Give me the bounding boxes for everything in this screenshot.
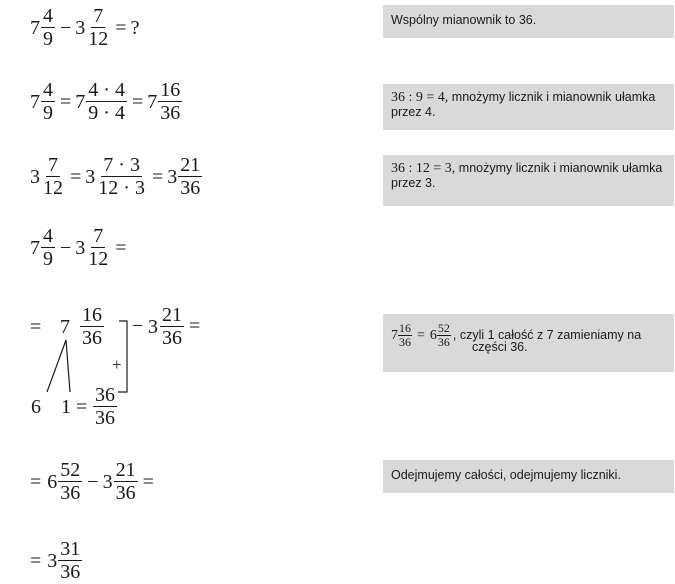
fraction: $\frac{21}{36}$ [162,304,182,349]
whole-number: 3 [47,549,58,572]
fraction: $\frac{4}{9}$ [43,79,53,125]
minus-sign: − [87,470,99,493]
whole-number: 7 [30,236,40,259]
fraction: $\frac{16}{36}$ [82,304,102,349]
fraction: $\frac{36}{36}$ [95,384,115,429]
note-multiply-by-3: 36 : 12 = 3, mnożymy licznik i mianownik ułamka przez 3. [383,155,674,206]
whole-number: 7 [30,16,40,39]
equals-sign: = [189,315,201,337]
minus-sign: − [60,16,72,39]
whole-number: 3 [75,16,86,39]
fraction: $\frac{16}{36}$ [399,321,411,349]
whole-number: 6 [47,470,58,493]
whole-number: 7 [60,316,70,338]
equals-sign: = [30,470,42,493]
whole-number: 3 [102,470,113,493]
equals-sign: = [142,470,154,493]
whole-number: 7 [75,90,86,113]
fraction: $\frac{7}{12}$ [88,225,109,271]
equals-sign: = [76,396,88,418]
whole-number: 3 [30,165,40,188]
note-common-denominator: Wspólny mianownik to 36. [383,5,674,38]
equals-sign: = [131,90,144,113]
step-6-expression [30,460,158,504]
step-7-result [30,539,83,583]
equals-sign: = [30,316,42,338]
fraction: $\frac{31}{36}$ [60,538,81,584]
split-whole: 6 [31,396,41,418]
fraction: $\frac{7}{12}$ [88,5,109,51]
fraction: $\frac{52}{36}$ [60,459,81,505]
whole-number: 7 [30,90,40,113]
equals-sign: = [151,165,164,188]
fraction: 52 36 [437,321,450,349]
equals-sign: = [30,549,42,572]
whole-number: 3 [85,165,96,188]
equals-sign: = [115,236,127,259]
equals-sign: = [115,16,127,39]
fraction-expanded: $\frac{4 \cdot 4}{9 \cdot 4}$ [88,79,125,125]
whole-number: 3 [75,236,86,259]
whole-number: 3 [167,165,178,188]
minus-sign: − [132,315,144,337]
plus-sign: + [112,355,122,374]
fraction: $\frac{4}{9}$ [43,5,53,51]
fraction: $\frac{7}{12}$ [43,154,63,200]
whole-number: 3 [148,316,158,338]
whole-number: 7 [147,90,158,113]
equals-sign: = [70,165,82,188]
fraction: $\frac{4}{9}$ [43,225,53,271]
question-mark: ? [130,16,140,39]
fraction-expanded: $\frac{7 \cdot 3}{12 \cdot 3}$ [98,154,145,200]
note-subtract: Odejmujemy całości, odejmujemy liczniki. [383,460,674,493]
fraction: $\frac{16}{36}$ [160,79,181,125]
note-borrow-whole: 7 $\frac{16}{36}$ = 6 52 36 , czyli 1 całość z 7 zamieniamy na części 36. [383,314,674,372]
fraction: $\frac{21}{36}$ [115,459,136,505]
note-multiply-by-4: 36 : 9 = 4, mnożymy licznik i mianownik ułamka przez 4. [383,84,674,130]
split-one: 1 [61,396,71,418]
fraction: $\frac{21}{36}$ [180,154,201,200]
minus-sign: − [60,236,72,259]
equals-sign: = [60,90,72,113]
